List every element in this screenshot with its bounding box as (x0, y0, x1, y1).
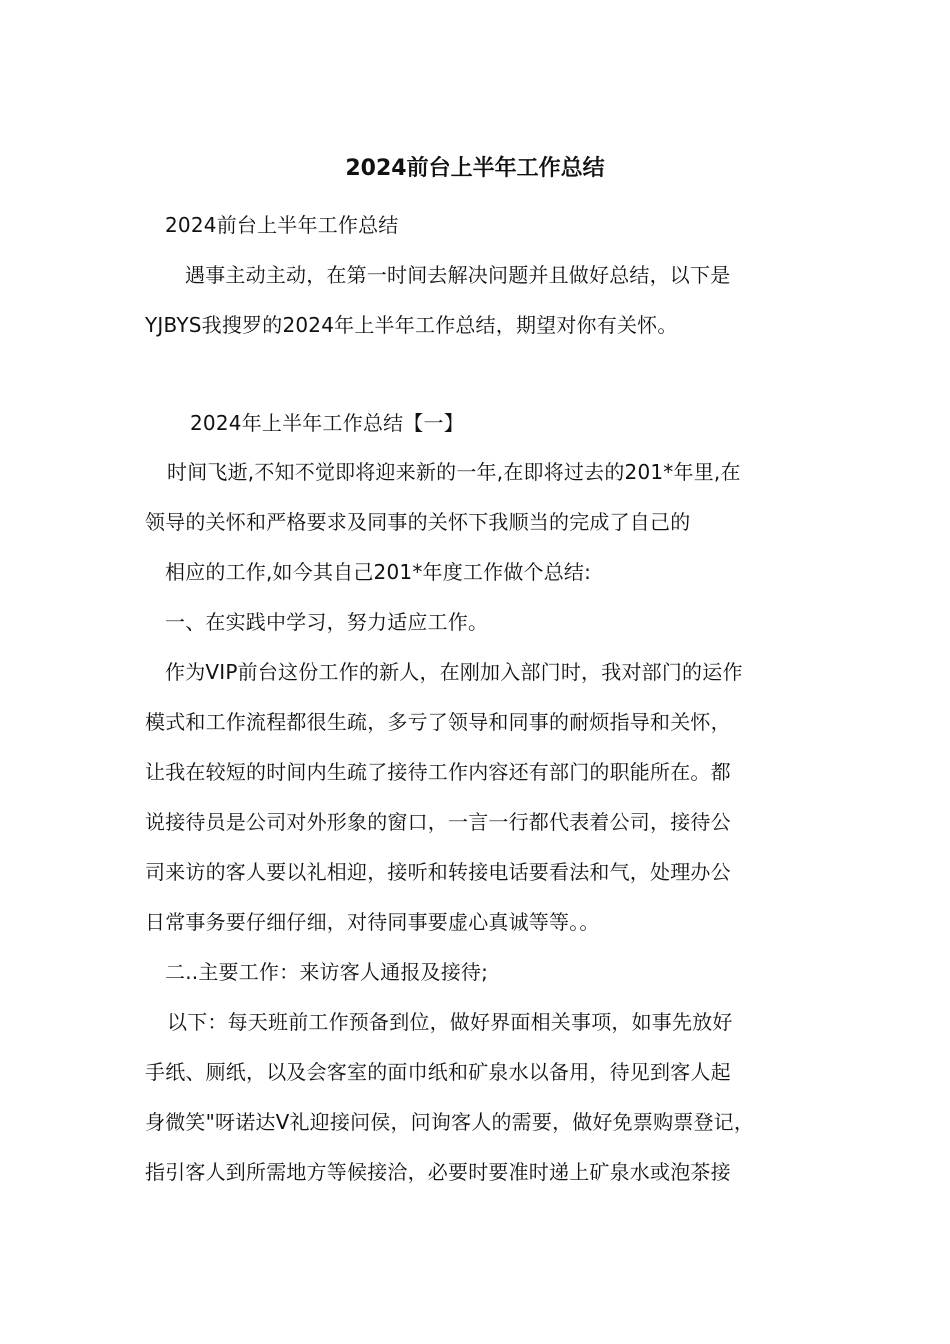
paragraph-line: 领导的关怀和严格要求及同事的关怀下我顺当的完成了自己的 (145, 510, 691, 534)
paragraph-line: 模式和工作流程都很生疏，多亏了领导和同事的耐烦指导和关怀， (145, 710, 731, 734)
paragraph-line: 作为VIP前台这份工作的新人，在刚加入部门时，我对部门的运作 (165, 660, 743, 684)
paragraph-line: 一、在实践中学习，努力适应工作。 (165, 610, 489, 634)
paragraph-line: 时间飞逝,不知不觉即将迎来新的一年,在即将过去的201*年里,在 (167, 460, 741, 484)
paragraph-line: 2024前台上半年工作总结 (165, 213, 399, 237)
paragraph-line: 身微笑"呀诺达V礼迎接问侯，问询客人的需要，做好免票购票登记， (145, 1110, 755, 1134)
paragraph-line: 遇事主动主动，在第一时间去解决问题并且做好总结，以下是 (185, 263, 731, 287)
paragraph-line: 手纸、厕纸，以及会客室的面巾纸和矿泉水以备用，待见到客人起 (145, 1060, 731, 1084)
paragraph-line: 以下：每天班前工作预备到位，做好界面相关事项，如事先放好 (167, 1010, 733, 1034)
paragraph-line: 相应的工作,如今其自己201*年度工作做个总结: (165, 560, 592, 584)
paragraph-line: 二..主要工作：来访客人通报及接待; (165, 960, 489, 984)
section-heading: 2024年上半年工作总结【一】 (190, 411, 464, 435)
paragraph-line: YJBYS我搜罗的2024年上半年工作总结，期望对你有关怀。 (145, 313, 678, 337)
paragraph-line: 司来访的客人要以礼相迎，接听和转接电话要看法和气，处理办公 (145, 860, 731, 884)
paragraph-line: 说接待员是公司对外形象的窗口，一言一行都代表着公司，接待公 (145, 810, 731, 834)
paragraph-line: 让我在较短的时间内生疏了接待工作内容还有部门的职能所在。都 (145, 760, 731, 784)
paragraph-line: 日常事务要仔细仔细，对待同事要虚心真诚等等。。 (145, 910, 600, 934)
document-title: 2024前台上半年工作总结 (345, 156, 605, 181)
paragraph-line: 指引客人到所需地方等候接洽，必要时要准时递上矿泉水或泡茶接 (145, 1160, 731, 1184)
